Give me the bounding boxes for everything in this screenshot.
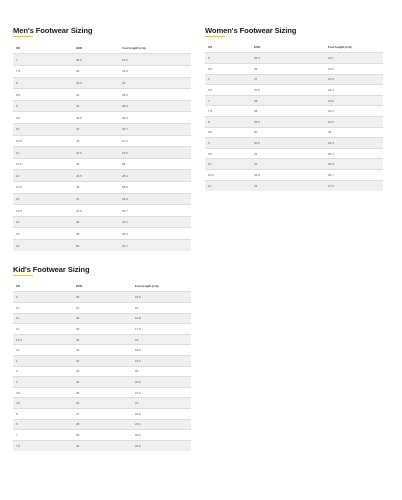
table-cell: 43 bbox=[251, 180, 325, 191]
table-row bbox=[205, 180, 383, 191]
table-cell: 9.5 bbox=[16, 115, 21, 120]
table-cell: 3.5 bbox=[16, 390, 21, 395]
table-cell: 33 bbox=[76, 369, 80, 374]
table-header-row bbox=[205, 42, 383, 53]
table-row bbox=[13, 324, 191, 335]
table-row bbox=[205, 53, 383, 64]
table-cell: 7.5 bbox=[16, 69, 21, 74]
womens-sizing-section bbox=[205, 26, 385, 191]
table-row bbox=[13, 100, 191, 112]
table-header-row bbox=[13, 281, 191, 292]
table-cell: 49 bbox=[76, 231, 80, 236]
kids-sizing-title: Kid's Footwear Sizing bbox=[13, 265, 90, 274]
table-cell: 40.5 bbox=[73, 77, 119, 89]
table-cell: 14 bbox=[13, 216, 73, 228]
table-cell: 40.5 bbox=[251, 138, 325, 149]
column-header: Foot length (cm) bbox=[328, 45, 352, 50]
table-cell: 27.2 bbox=[325, 180, 383, 191]
table-cell: 29.7 bbox=[122, 208, 128, 213]
table-cell: 7 bbox=[13, 54, 73, 66]
column-header: Foot length (cm) bbox=[122, 45, 146, 50]
table-cell: 22 bbox=[132, 398, 191, 409]
table-row bbox=[205, 95, 383, 106]
table-cell: 27.6 bbox=[119, 147, 191, 159]
table-cell: 34 bbox=[73, 377, 132, 388]
table-cell: 35 bbox=[76, 390, 80, 395]
table-cell: 42.5 bbox=[76, 115, 82, 120]
table-cell: 41 bbox=[76, 92, 80, 97]
table-row bbox=[13, 147, 191, 159]
table-cell: 37 bbox=[251, 74, 325, 85]
table-cell: 8.5 bbox=[208, 130, 213, 135]
table-row bbox=[13, 345, 191, 356]
column-header: EUR bbox=[76, 45, 83, 50]
column-header: US bbox=[16, 45, 21, 50]
table-cell: 26 bbox=[73, 292, 132, 303]
table-cell: 30 bbox=[76, 327, 80, 332]
table-cell: 39.5 bbox=[251, 117, 325, 128]
table-cell: 25.4 bbox=[325, 138, 383, 149]
table-cell: 40 bbox=[76, 69, 80, 74]
table-cell: 26.3 bbox=[122, 115, 128, 120]
table-row bbox=[13, 398, 191, 409]
table-cell: 50 bbox=[73, 239, 119, 251]
table-cell: 24.5 bbox=[119, 54, 191, 66]
mens-sizing-section bbox=[13, 26, 193, 251]
table-row bbox=[205, 148, 383, 159]
table-cell: 39.5 bbox=[73, 54, 119, 66]
table-cell: 25 bbox=[328, 130, 332, 135]
table-cell: 23.3 bbox=[132, 419, 191, 430]
table-row bbox=[13, 205, 191, 217]
table-cell: 42 bbox=[73, 100, 119, 112]
table-cell: 7 bbox=[205, 95, 251, 106]
table-cell: 13 bbox=[13, 193, 73, 205]
table-cell: 22.5 bbox=[328, 66, 334, 71]
table-cell: 24.6 bbox=[132, 440, 191, 451]
table-cell: 40 bbox=[254, 130, 258, 135]
table-cell: 44.5 bbox=[73, 147, 119, 159]
table-row bbox=[205, 64, 383, 75]
table-cell: 29.3 bbox=[119, 193, 191, 205]
table-cell: 8.5 bbox=[16, 92, 21, 97]
table-cell: 31.7 bbox=[119, 239, 191, 251]
table-cell: 41 bbox=[254, 151, 258, 156]
table-cell: 27.2 bbox=[122, 138, 128, 143]
table-cell: 42.5 bbox=[254, 172, 260, 177]
table-cell: 48 bbox=[73, 216, 119, 228]
table-cell: 46 bbox=[76, 185, 80, 190]
table-cell: 24.9 bbox=[122, 69, 128, 74]
table-cell: 10.5 bbox=[208, 172, 214, 177]
table-cell: 5.5 bbox=[208, 66, 213, 71]
kids-sizing-section bbox=[13, 265, 193, 451]
table-cell: 22.9 bbox=[325, 74, 383, 85]
table-row bbox=[13, 158, 191, 170]
table-cell: 12.5 bbox=[16, 185, 22, 190]
table-cell: 40 bbox=[73, 440, 132, 451]
table-row bbox=[205, 138, 383, 149]
column-header: Foot length (cm) bbox=[135, 284, 159, 289]
table-cell: 23.8 bbox=[325, 95, 383, 106]
kids-size-table bbox=[13, 281, 191, 451]
table-cell: 23.3 bbox=[328, 88, 334, 93]
table-row bbox=[13, 356, 191, 367]
table-cell: 19.2 bbox=[132, 356, 191, 367]
table-cell: 11.5 bbox=[16, 162, 22, 167]
table-row bbox=[13, 124, 191, 136]
table-row bbox=[13, 419, 191, 430]
table-cell: 36 bbox=[73, 398, 132, 409]
table-row bbox=[13, 54, 191, 66]
table-cell: 28.9 bbox=[122, 185, 128, 190]
table-cell: 26.7 bbox=[119, 124, 191, 136]
table-row bbox=[205, 117, 383, 128]
table-cell: 5 bbox=[205, 53, 251, 64]
table-cell: 47.5 bbox=[76, 208, 82, 213]
table-cell: 22.9 bbox=[135, 411, 141, 416]
table-cell: 38 bbox=[254, 109, 258, 114]
table-cell: 43 bbox=[73, 124, 119, 136]
table-cell: 30.1 bbox=[119, 216, 191, 228]
table-row bbox=[205, 127, 383, 138]
table-cell: 12 bbox=[13, 170, 73, 182]
table-cell: 9 bbox=[13, 292, 73, 303]
table-cell: 10 bbox=[205, 159, 251, 170]
table-cell: 24.6 bbox=[325, 117, 383, 128]
table-cell: 13 bbox=[16, 348, 20, 353]
table-cell: 10.5 bbox=[16, 138, 22, 143]
mens-size-table bbox=[13, 42, 191, 251]
table-cell: 20 bbox=[135, 369, 139, 374]
table-cell: 44 bbox=[76, 138, 80, 143]
womens-title-underline bbox=[205, 36, 225, 37]
table-cell: 17.5 bbox=[135, 327, 141, 332]
table-row bbox=[205, 159, 383, 170]
table-row bbox=[205, 85, 383, 96]
table-row bbox=[205, 170, 383, 181]
table-cell: 16 bbox=[135, 305, 139, 310]
table-cell: 24.2 bbox=[135, 433, 141, 437]
table-cell: 13.5 bbox=[16, 208, 22, 213]
table-cell: 42 bbox=[251, 159, 325, 170]
table-cell: 18.6 bbox=[135, 348, 141, 353]
table-row bbox=[13, 377, 191, 388]
table-cell: 6.5 bbox=[208, 88, 213, 93]
womens-size-table bbox=[205, 42, 383, 190]
table-row bbox=[13, 430, 191, 441]
table-cell: 10 bbox=[16, 305, 20, 310]
table-cell: 28 bbox=[122, 162, 126, 167]
table-row bbox=[205, 74, 383, 85]
table-row bbox=[13, 193, 191, 205]
table-cell: 7.5 bbox=[13, 440, 73, 451]
table-cell: 9.5 bbox=[208, 151, 213, 156]
column-header: EUR bbox=[254, 45, 261, 50]
table-cell: 32 bbox=[73, 356, 132, 367]
table-cell: 16 bbox=[13, 239, 73, 251]
table-cell: 4.5 bbox=[13, 398, 73, 409]
table-cell: 24.2 bbox=[328, 109, 334, 114]
table-row bbox=[13, 387, 191, 398]
table-cell: 38 bbox=[73, 419, 132, 430]
table-cell: 25.9 bbox=[119, 100, 191, 112]
table-cell: 26.7 bbox=[328, 172, 334, 177]
table-row bbox=[13, 228, 191, 240]
table-row bbox=[13, 112, 191, 124]
table-row bbox=[13, 216, 191, 228]
table-row bbox=[13, 182, 191, 194]
table-row bbox=[13, 303, 191, 314]
table-cell: 25.9 bbox=[328, 151, 334, 156]
table-cell: 47 bbox=[73, 193, 119, 205]
table-cell: 36 bbox=[254, 66, 258, 71]
table-header-row bbox=[13, 42, 191, 54]
table-row bbox=[13, 135, 191, 147]
table-cell: 38 bbox=[251, 95, 325, 106]
table-cell: 2 bbox=[16, 369, 18, 374]
kids-title-underline bbox=[13, 275, 33, 276]
table-row bbox=[13, 366, 191, 377]
table-row bbox=[13, 440, 191, 451]
table-cell: 30 bbox=[73, 334, 132, 345]
table-cell: 37 bbox=[76, 411, 80, 416]
table-cell: 5 bbox=[16, 411, 18, 416]
table-cell: 25 bbox=[119, 77, 191, 89]
table-cell: 1 bbox=[13, 356, 73, 367]
table-cell: 15 bbox=[16, 231, 20, 236]
table-cell: 7 bbox=[16, 433, 18, 437]
table-cell: 28.4 bbox=[119, 170, 191, 182]
table-cell: 35.5 bbox=[251, 53, 325, 64]
table-cell: 6 bbox=[13, 419, 73, 430]
table-row bbox=[13, 77, 191, 89]
table-cell: 26.3 bbox=[325, 159, 383, 170]
table-row bbox=[13, 313, 191, 324]
table-cell: 7.5 bbox=[208, 109, 213, 114]
mens-title-underline bbox=[13, 36, 33, 37]
table-cell: 22.1 bbox=[325, 53, 383, 64]
womens-sizing-title: Women's Footwear Sizing bbox=[205, 26, 297, 35]
table-cell: 8 bbox=[205, 117, 251, 128]
table-cell: 11 bbox=[205, 180, 251, 191]
table-cell: 31 bbox=[76, 348, 80, 353]
column-header: US bbox=[208, 45, 213, 50]
column-header: US bbox=[16, 284, 21, 289]
table-row bbox=[13, 239, 191, 251]
mens-sizing-title: Men's Footwear Sizing bbox=[13, 26, 93, 35]
table-cell: 10 bbox=[13, 124, 73, 136]
table-row bbox=[13, 170, 191, 182]
table-row bbox=[13, 334, 191, 345]
table-cell: 8 bbox=[13, 77, 73, 89]
table-cell: 9 bbox=[205, 138, 251, 149]
table-cell: 30.9 bbox=[122, 231, 128, 236]
table-cell: 16.8 bbox=[132, 313, 191, 324]
table-cell: 9 bbox=[13, 100, 73, 112]
table-cell: 27 bbox=[76, 305, 80, 310]
table-row bbox=[13, 66, 191, 78]
table-cell: 21.3 bbox=[135, 390, 141, 395]
table-cell: 11 bbox=[13, 313, 73, 324]
table-cell: 6 bbox=[205, 74, 251, 85]
table-cell: 25.5 bbox=[122, 92, 128, 97]
table-cell: 45 bbox=[76, 162, 80, 167]
table-cell: 12 bbox=[16, 327, 20, 332]
table-cell: 3 bbox=[13, 377, 73, 388]
table-cell: 45.5 bbox=[73, 170, 119, 182]
table-cell: 39 bbox=[76, 433, 80, 437]
table-cell: 11 bbox=[13, 147, 73, 159]
table-row bbox=[205, 106, 383, 117]
table-row bbox=[13, 89, 191, 101]
table-cell: 20.6 bbox=[132, 377, 191, 388]
table-cell: 28 bbox=[73, 313, 132, 324]
table-cell: 18 bbox=[132, 334, 191, 345]
table-cell: 12.5 bbox=[13, 334, 73, 345]
table-cell: 15.5 bbox=[132, 292, 191, 303]
column-header: EUR bbox=[76, 284, 83, 289]
table-row bbox=[13, 292, 191, 303]
table-row bbox=[13, 409, 191, 420]
table-cell: 37.5 bbox=[254, 88, 260, 93]
